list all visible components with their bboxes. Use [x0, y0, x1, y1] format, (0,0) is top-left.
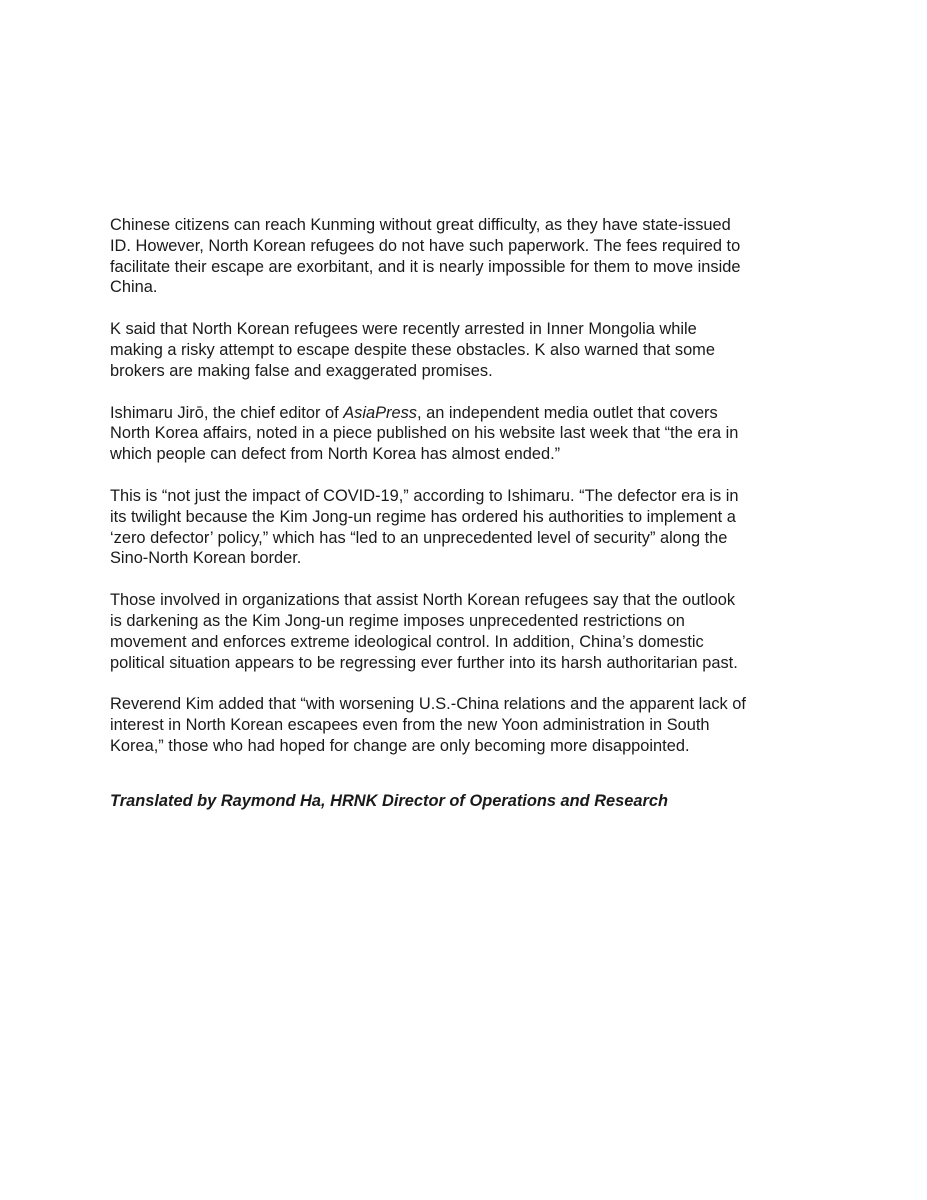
- text-line: Reverend Kim added that “with worsening U.S.-China relations and the apparent lack of: [110, 695, 746, 714]
- text-line: Korea,” those who had hoped for change are only becoming more disappointed.: [110, 736, 690, 755]
- text-line: China.: [110, 278, 158, 297]
- paragraph-3: [110, 403, 822, 465]
- text-line: is darkening as the Kim Jong-un regime imposes unprecedented restrictions on: [110, 611, 685, 630]
- text-line: movement and enforces extreme ideological control. In addition, China’s domestic: [110, 632, 704, 651]
- paragraph-6: [110, 694, 822, 756]
- translator-credit: Translated by Raymond Ha, HRNK Director of Operations and Research: [110, 791, 669, 810]
- text-line: making a risky attempt to escape despite these obstacles. K also warned that some: [110, 340, 715, 359]
- text-line: brokers are making false and exaggerated promises.: [110, 361, 493, 380]
- text-line: This is “not just the impact of COVID-19,” according to Ishimaru. “The defector era is in: [110, 486, 739, 505]
- text-line: which people can defect from North Korea has almost ended.”: [110, 445, 561, 464]
- text-line: K said that North Korean refugees were recently arrested in Inner Mongolia while: [110, 320, 697, 339]
- text-line: political situation appears to be regressing ever further into its harsh authoritarian past.: [110, 653, 738, 672]
- text-line: Chinese citizens can reach Kunming without great difficulty, as they have state-issued: [110, 216, 731, 234]
- text-segment: , an independent media outlet that covers: [417, 403, 718, 422]
- publication-name: AsiaPress: [343, 403, 418, 422]
- paragraph-4: [110, 486, 822, 569]
- text-line: its twilight because the Kim Jong-un regime has ordered his authorities to implement a: [110, 507, 736, 526]
- text-line: facilitate their escape are exorbitant, and it is nearly impossible for them to move inside: [110, 257, 741, 276]
- paragraph-2: [110, 319, 822, 381]
- text-line: ‘zero defector’ policy,” which has “led to an unprecedented level of security” along the: [110, 528, 728, 547]
- text-line: [110, 403, 822, 424]
- text-segment: Ishimaru Jirō, the chief editor of: [110, 403, 344, 422]
- text-line: Those involved in organizations that assist North Korean refugees say that the outlook: [110, 591, 736, 610]
- document-body: [110, 215, 822, 812]
- text-line: interest in North Korean escapees even from the new Yoon administration in South: [110, 716, 710, 735]
- paragraph-5: [110, 590, 822, 673]
- text-line: North Korea affairs, noted in a piece published on his website last week that “the era in: [110, 424, 739, 443]
- text-line: ID. However, North Korean refugees do not have such paperwork. The fees required to: [110, 236, 741, 255]
- text-line: Sino-North Korean border.: [110, 549, 302, 568]
- paragraph-1: [110, 215, 822, 298]
